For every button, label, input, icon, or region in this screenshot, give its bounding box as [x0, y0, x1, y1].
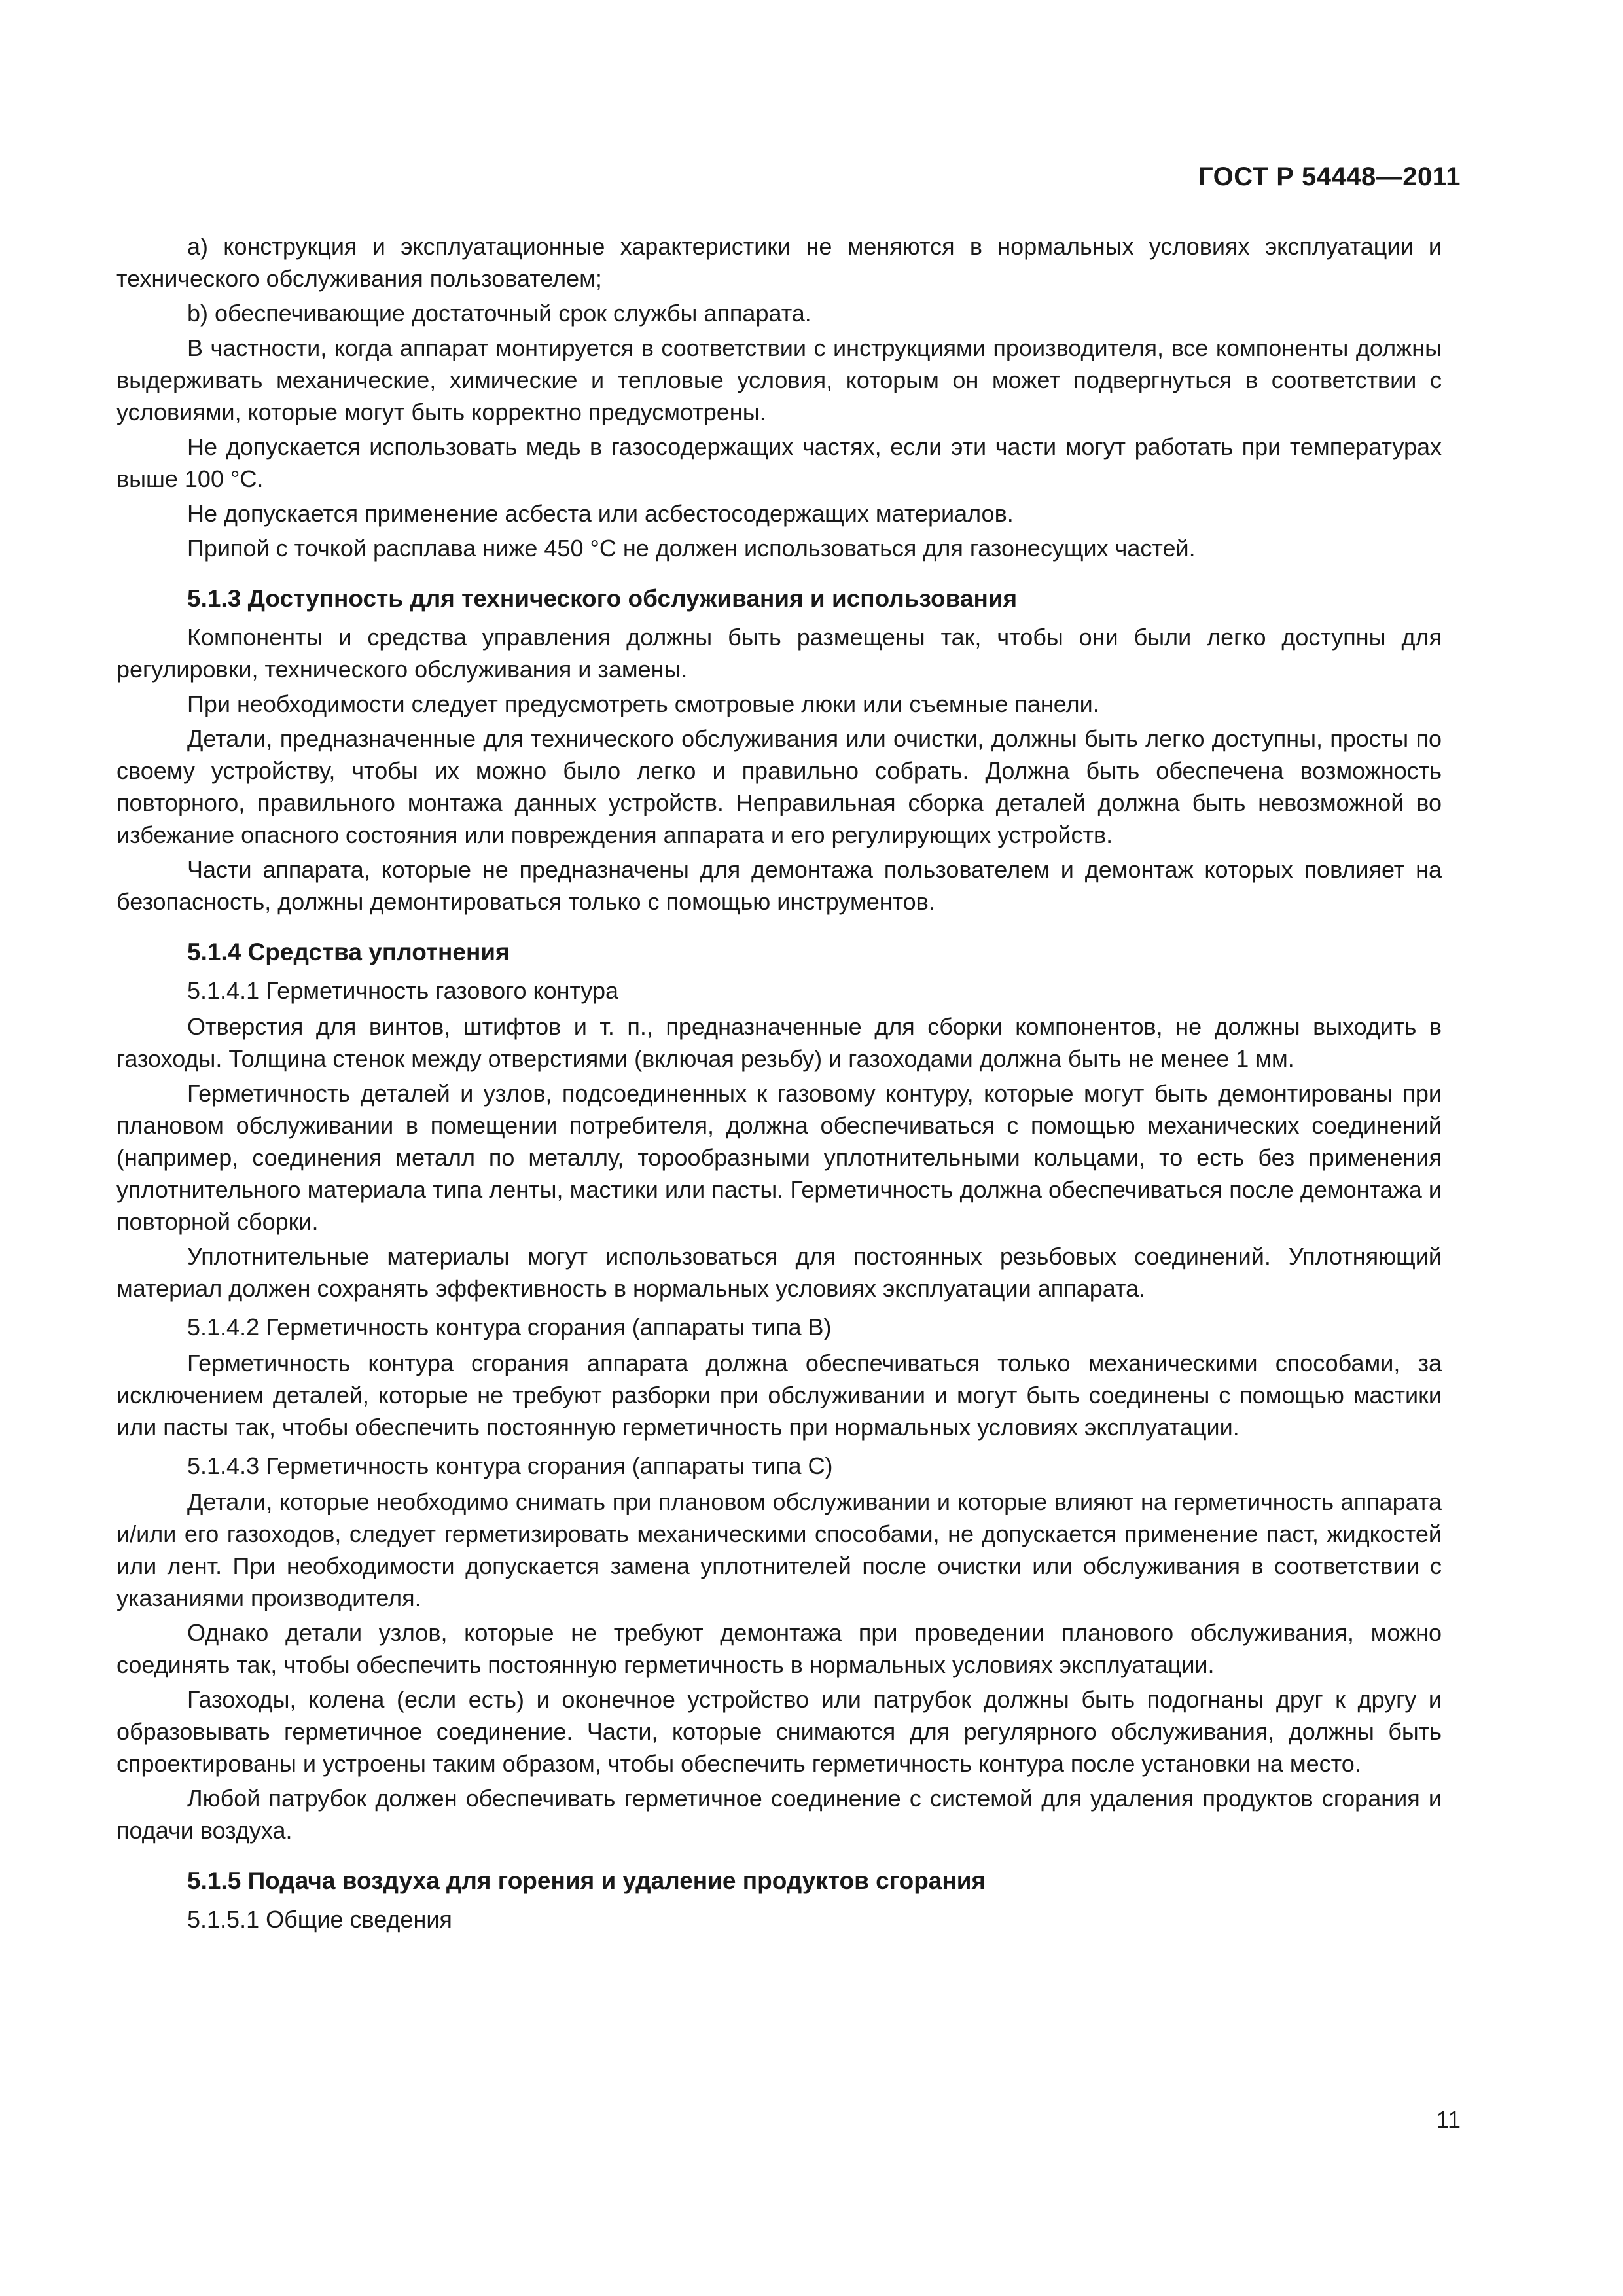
section-heading: 5.1.4 Средства уплотнения	[187, 939, 510, 965]
paragraph: Отверстия для винтов, штифтов и т. п., предназначенные для сборки компонентов, не должны выходить в газоходы. Толщина стенок между отверстиями (включая резьбу) и газоходами должна быть не менее 1 мм.	[116, 1013, 1442, 1072]
paragraph: Уплотнительные материалы могут использоваться для постоянных резьбовых соединений. Уплотняющий материал должен сохранять эффективность в нормальных условиях эксплуатации аппарата.	[116, 1243, 1442, 1302]
paragraph: Припой с точкой расплава ниже 450 °С не должен использоваться для газонесущих частей.	[187, 535, 1196, 562]
paragraph: Детали, которые необходимо снимать при плановом обслуживании и которые влияют на герметичность аппарата и/или его газоходов, следует герметизировать механическими способами, не допускается применение паст, жидкостей или лент. При необходимости допускается замена уплотнителей после очистки или обслуживания в соответствии с указаниями производителя.	[116, 1488, 1442, 1611]
paragraph: Газоходы, колена (если есть) и оконечное устройство или патрубок должны быть подогнаны друг к другу и образовывать герметичное соединение. Части, которые снимаются для регулярного обслуживания, должны быть спроектированы и устроены таким образом, чтобы обеспечить герметичность контура после установки на место.	[116, 1686, 1442, 1777]
paragraph: Однако детали узлов, которые не требуют демонтажа при проведении планового обслуживания, можно соединять так, чтобы обеспечить постоянную герметичность в нормальных условиях эксплуатации.	[116, 1619, 1442, 1678]
paragraph: b) обеспечивающие достаточный срок службы аппарата.	[187, 300, 812, 327]
paragraph: Герметичность контура сгорания аппарата должна обеспечиваться только механическими способами, за исключением деталей, которые не требуют разборки при обслуживании и могут быть соединены с помощью мастики или пасты так, чтобы обеспечить постоянную герметичность при нормальных условиях эксплуатации.	[116, 1350, 1442, 1441]
section-heading: 5.1.5 Подача воздуха для горения и удаление продуктов сгорания	[187, 1867, 986, 1894]
paragraph: Не допускается использовать медь в газосодержащих частях, если эти части могут работать при температурах выше 100 °С.	[116, 433, 1442, 492]
paragraph: Части аппарата, которые не предназначены для демонтажа пользователем и демонтаж которых повлияет на безопасность, должны демонтироваться только с помощью инструментов.	[116, 856, 1442, 915]
paragraph: Не допускается применение асбеста или асбестосодержащих материалов.	[187, 500, 1014, 527]
paragraph: a) конструкция и эксплуатационные характеристики не меняются в нормальных условиях эксплуатации и технического обслуживания пользователем;	[116, 233, 1442, 292]
document-body	[116, 230, 1442, 1939]
section-heading: 5.1.3 Доступность для технического обслуживания и использования	[187, 585, 1018, 612]
page-number: 11	[1436, 2106, 1461, 2133]
paragraph: В частности, когда аппарат монтируется в соответствии с инструкциями производителя, все компоненты должны выдерживать механические, химические и тепловые условия, которым он может подвергнуться в соответствии с условиями, которые могут быть корректно предусмотрены.	[116, 334, 1442, 425]
paragraph: Герметичность деталей и узлов, подсоединенных к газовому контуру, которые могут быть демонтированы при плановом обслуживании в помещении потребителя, должна обеспечиваться с помощью механических соединений (например, соединения металл по металлу, торообразными уплотнительными кольцами, то есть без применения уплотнительного материала типа ленты, мастики или пасты. Герметичность должна обеспечиваться после демонтажа и повторной сборки.	[116, 1080, 1442, 1235]
paragraph: Детали, предназначенные для технического обслуживания или очистки, должны быть легко доступны, просты по своему устройству, чтобы их можно было легко и правильно собрать. Должна быть обеспечена возможность повторного, правильного монтажа данных устройств. Неправильная сборка деталей должна быть невозможной во избежание опасного состояния или повреждения аппарата и его регулирующих устройств.	[116, 725, 1442, 848]
subsection-heading: 5.1.4.2 Герметичность контура сгорания (аппараты типа В)	[187, 1314, 832, 1340]
document-code: ГОСТ Р 54448—2011	[1198, 162, 1461, 191]
subsection-heading: 5.1.5.1 Общие сведения	[187, 1906, 452, 1933]
paragraph: Компоненты и средства управления должны быть размещены так, чтобы они были легко доступны для регулировки, технического обслуживания и замены.	[116, 624, 1442, 683]
paragraph: При необходимости следует предусмотреть смотровые люки или съемные панели.	[187, 691, 1099, 717]
subsection-heading: 5.1.4.3 Герметичность контура сгорания (аппараты типа С)	[187, 1452, 833, 1479]
paragraph: Любой патрубок должен обеспечивать герметичное соединение с системой для удаления продуктов сгорания и подачи воздуха.	[116, 1785, 1442, 1844]
subsection-heading: 5.1.4.1 Герметичность газового контура	[187, 977, 619, 1004]
